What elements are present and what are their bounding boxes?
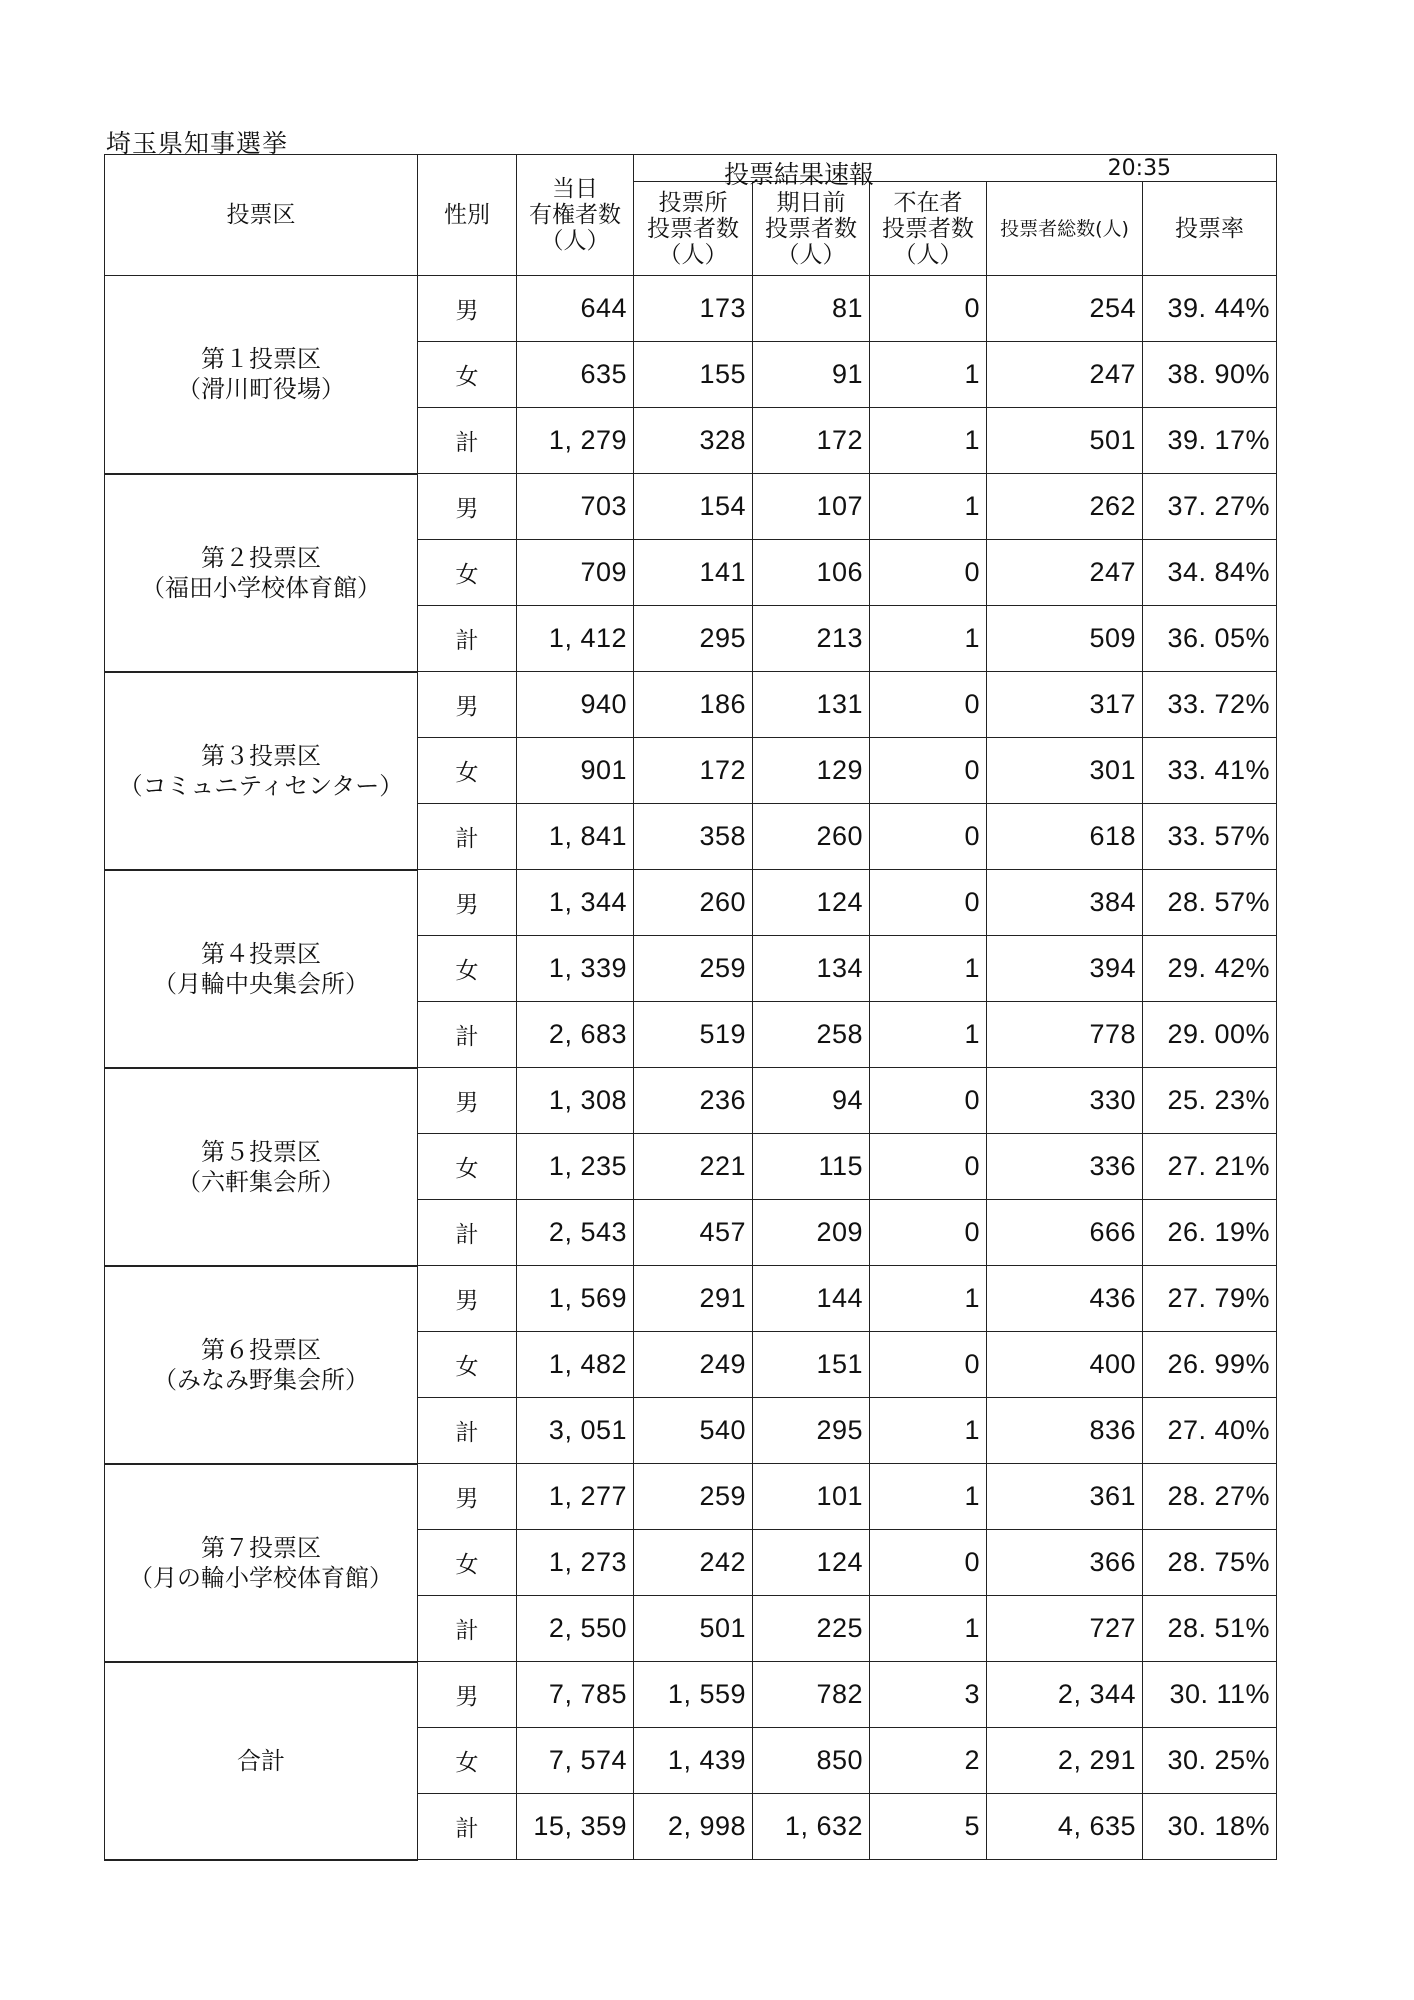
total-cell: 254 <box>987 276 1143 342</box>
header-absentee-line2: 投票者数 <box>882 215 974 242</box>
absentee-cell: 1 <box>870 1464 987 1530</box>
absentee-cell: 0 <box>870 1068 987 1134</box>
total-cell: 247 <box>987 540 1143 606</box>
early-cell: 124 <box>753 870 870 936</box>
total-cell: 2, 344 <box>987 1662 1143 1728</box>
rate-cell: 36. 05% <box>1143 606 1277 672</box>
total-cell: 301 <box>987 738 1143 804</box>
polls-cell: 141 <box>634 540 753 606</box>
absentee-cell: 3 <box>870 1662 987 1728</box>
eligible-cell: 3, 051 <box>517 1398 634 1464</box>
header-turnout-label: 投票率 <box>1175 215 1245 242</box>
polls-cell: 291 <box>634 1266 753 1332</box>
total-cell: 836 <box>987 1398 1143 1464</box>
polls-cell: 236 <box>634 1068 753 1134</box>
absentee-cell: 1 <box>870 1002 987 1068</box>
polls-cell: 501 <box>634 1596 753 1662</box>
sex-cell: 計 <box>418 1596 517 1662</box>
eligible-cell: 1, 235 <box>517 1134 634 1200</box>
eligible-cell: 2, 683 <box>517 1002 634 1068</box>
district-place: （月輪中央集会所） <box>153 969 369 998</box>
district-cell <box>105 276 418 474</box>
header-row-top <box>105 155 1277 182</box>
district-name: 第７投票区 <box>201 1533 321 1562</box>
polls-cell: 259 <box>634 936 753 1002</box>
district-place: （コミュニティセンター） <box>118 771 404 800</box>
early-cell: 1, 632 <box>753 1794 870 1860</box>
early-cell: 101 <box>753 1464 870 1530</box>
rate-cell: 30. 25% <box>1143 1728 1277 1794</box>
polls-cell: 295 <box>634 606 753 672</box>
sex-cell: 男 <box>418 672 517 738</box>
absentee-cell: 0 <box>870 870 987 936</box>
polls-cell: 457 <box>634 1200 753 1266</box>
district-name: 第５投票区 <box>201 1137 321 1166</box>
early-cell: 129 <box>753 738 870 804</box>
table-row <box>105 870 1277 936</box>
rate-cell: 28. 51% <box>1143 1596 1277 1662</box>
early-cell: 134 <box>753 936 870 1002</box>
header-polls-line1: 投票所 <box>658 189 728 216</box>
sex-cell: 女 <box>418 1728 517 1794</box>
total-cell: 4, 635 <box>987 1794 1143 1860</box>
rate-cell: 30. 18% <box>1143 1794 1277 1860</box>
header-turnout <box>1143 182 1277 276</box>
table-row <box>105 1662 1277 1728</box>
rate-cell: 28. 57% <box>1143 870 1277 936</box>
header-district-label: 投票区 <box>226 202 296 228</box>
early-cell: 124 <box>753 1530 870 1596</box>
polls-cell: 242 <box>634 1530 753 1596</box>
rate-cell: 29. 00% <box>1143 1002 1277 1068</box>
district-name: 第２投票区 <box>201 543 321 572</box>
district-name: 第３投票区 <box>201 741 321 770</box>
total-cell: 384 <box>987 870 1143 936</box>
header-early-line3: （人） <box>776 241 846 268</box>
eligible-cell: 1, 339 <box>517 936 634 1002</box>
absentee-cell: 1 <box>870 1398 987 1464</box>
rate-cell: 27. 40% <box>1143 1398 1277 1464</box>
absentee-cell: 0 <box>870 540 987 606</box>
absentee-cell: 1 <box>870 936 987 1002</box>
sex-cell: 計 <box>418 804 517 870</box>
rate-cell: 30. 11% <box>1143 1662 1277 1728</box>
header-absentee <box>870 182 987 276</box>
polls-cell: 358 <box>634 804 753 870</box>
eligible-cell: 709 <box>517 540 634 606</box>
total-cell: 330 <box>987 1068 1143 1134</box>
total-cell: 778 <box>987 1002 1143 1068</box>
sex-cell: 女 <box>418 738 517 804</box>
total-cell: 361 <box>987 1464 1143 1530</box>
early-cell: 107 <box>753 474 870 540</box>
header-banner <box>634 155 1277 189</box>
polls-cell: 328 <box>634 408 753 474</box>
rate-cell: 39. 17% <box>1143 408 1277 474</box>
early-cell: 94 <box>753 1068 870 1134</box>
absentee-cell: 0 <box>870 1332 987 1398</box>
sex-cell: 男 <box>418 474 517 540</box>
polls-cell: 540 <box>634 1398 753 1464</box>
absentee-cell: 0 <box>870 1134 987 1200</box>
eligible-cell: 644 <box>517 276 634 342</box>
sex-cell: 計 <box>418 1398 517 1464</box>
total-cell: 2, 291 <box>987 1728 1143 1794</box>
header-early-line2: 投票者数 <box>765 215 857 242</box>
total-cell: 317 <box>987 672 1143 738</box>
sex-cell: 男 <box>418 1068 517 1134</box>
early-cell: 131 <box>753 672 870 738</box>
absentee-cell: 2 <box>870 1728 987 1794</box>
early-cell: 258 <box>753 1002 870 1068</box>
total-cell: 400 <box>987 1332 1143 1398</box>
absentee-cell: 1 <box>870 1266 987 1332</box>
eligible-cell: 1, 273 <box>517 1530 634 1596</box>
eligible-cell: 1, 482 <box>517 1332 634 1398</box>
district-name: 第１投票区 <box>201 345 321 374</box>
table-row <box>105 276 1277 342</box>
sex-cell: 男 <box>418 1464 517 1530</box>
rate-cell: 26. 19% <box>1143 1200 1277 1266</box>
polls-cell: 249 <box>634 1332 753 1398</box>
absentee-cell: 0 <box>870 738 987 804</box>
polls-cell: 221 <box>634 1134 753 1200</box>
total-cell: 666 <box>987 1200 1143 1266</box>
sex-cell: 計 <box>418 408 517 474</box>
polls-cell: 1, 439 <box>634 1728 753 1794</box>
rate-cell: 25. 23% <box>1143 1068 1277 1134</box>
sex-cell: 計 <box>418 1002 517 1068</box>
early-cell: 213 <box>753 606 870 672</box>
table-row <box>105 474 1277 540</box>
sex-cell: 女 <box>418 1530 517 1596</box>
polls-cell: 154 <box>634 474 753 540</box>
header-polls-line3: （人） <box>658 241 728 268</box>
rate-cell: 33. 57% <box>1143 804 1277 870</box>
total-cell: 727 <box>987 1596 1143 1662</box>
district-cell <box>105 1068 418 1266</box>
absentee-cell: 5 <box>870 1794 987 1860</box>
header-absentee-line3: （人） <box>893 241 963 268</box>
header-absentee-line1: 不在者 <box>893 189 963 216</box>
absentee-cell: 1 <box>870 606 987 672</box>
polls-cell: 1, 559 <box>634 1662 753 1728</box>
sex-cell: 女 <box>418 540 517 606</box>
header-eligible <box>517 155 634 276</box>
banner-label: 投票結果速報 <box>724 160 875 189</box>
header-sex <box>418 155 517 276</box>
document-title: 埼玉県知事選挙 <box>106 129 289 158</box>
rate-cell: 28. 27% <box>1143 1464 1277 1530</box>
polls-cell: 173 <box>634 276 753 342</box>
header-sex-label: 性別 <box>444 202 490 228</box>
polls-cell: 260 <box>634 870 753 936</box>
rate-cell: 27. 79% <box>1143 1266 1277 1332</box>
table-body <box>105 276 1277 1860</box>
total-cell: 501 <box>987 408 1143 474</box>
polls-cell: 519 <box>634 1002 753 1068</box>
district-place: （月の輪小学校体育館） <box>129 1563 393 1592</box>
district-place: （滑川町役場） <box>177 375 345 404</box>
eligible-cell: 901 <box>517 738 634 804</box>
table-header <box>105 155 1277 276</box>
rate-cell: 37. 27% <box>1143 474 1277 540</box>
district-name: 第４投票区 <box>201 939 321 968</box>
absentee-cell: 1 <box>870 342 987 408</box>
header-total-voters-label: 投票者総数(人) <box>1000 217 1129 240</box>
district-cell <box>105 870 418 1068</box>
header-district <box>105 155 418 276</box>
sex-cell: 女 <box>418 1332 517 1398</box>
table-row <box>105 1068 1277 1134</box>
district-name: 合計 <box>237 1746 285 1775</box>
rate-cell: 33. 72% <box>1143 672 1277 738</box>
district-place: （六軒集会所） <box>177 1167 345 1196</box>
sex-cell: 男 <box>418 870 517 936</box>
eligible-cell: 15, 359 <box>517 1794 634 1860</box>
polls-cell: 259 <box>634 1464 753 1530</box>
sex-cell: 計 <box>418 1200 517 1266</box>
absentee-cell: 1 <box>870 1596 987 1662</box>
polls-cell: 2, 998 <box>634 1794 753 1860</box>
total-cell: 336 <box>987 1134 1143 1200</box>
total-cell: 366 <box>987 1530 1143 1596</box>
eligible-cell: 1, 279 <box>517 408 634 474</box>
eligible-cell: 7, 574 <box>517 1728 634 1794</box>
eligible-cell: 940 <box>517 672 634 738</box>
rate-cell: 27. 21% <box>1143 1134 1277 1200</box>
eligible-cell: 1, 569 <box>517 1266 634 1332</box>
district-cell <box>105 1464 418 1662</box>
district-cell <box>105 672 418 870</box>
results-table <box>104 154 1277 1861</box>
header-eligible-line3: （人） <box>540 228 610 254</box>
early-cell: 850 <box>753 1728 870 1794</box>
absentee-cell: 0 <box>870 276 987 342</box>
total-cell: 394 <box>987 936 1143 1002</box>
table-row <box>105 1266 1277 1332</box>
district-place: （みなみ野集会所） <box>153 1365 369 1394</box>
sex-cell: 計 <box>418 606 517 672</box>
absentee-cell: 0 <box>870 804 987 870</box>
eligible-cell: 1, 412 <box>517 606 634 672</box>
total-cell: 509 <box>987 606 1143 672</box>
header-early-line1: 期日前 <box>776 189 846 216</box>
polls-cell: 186 <box>634 672 753 738</box>
polls-cell: 155 <box>634 342 753 408</box>
sex-cell: 男 <box>418 276 517 342</box>
banner-time: 20:35 <box>1107 156 1172 181</box>
sex-cell: 計 <box>418 1794 517 1860</box>
early-cell: 115 <box>753 1134 870 1200</box>
absentee-cell: 1 <box>870 474 987 540</box>
district-cell <box>105 474 418 672</box>
early-cell: 144 <box>753 1266 870 1332</box>
early-cell: 106 <box>753 540 870 606</box>
absentee-cell: 0 <box>870 1530 987 1596</box>
rate-cell: 28. 75% <box>1143 1530 1277 1596</box>
rate-cell: 26. 99% <box>1143 1332 1277 1398</box>
sex-cell: 女 <box>418 1134 517 1200</box>
absentee-cell: 0 <box>870 672 987 738</box>
eligible-cell: 635 <box>517 342 634 408</box>
district-name: 第６投票区 <box>201 1335 321 1364</box>
table-row <box>105 1464 1277 1530</box>
eligible-cell: 1, 841 <box>517 804 634 870</box>
total-cell: 262 <box>987 474 1143 540</box>
table-row <box>105 672 1277 738</box>
eligible-cell: 2, 543 <box>517 1200 634 1266</box>
total-cell: 436 <box>987 1266 1143 1332</box>
district-cell <box>105 1266 418 1464</box>
early-cell: 260 <box>753 804 870 870</box>
eligible-cell: 1, 344 <box>517 870 634 936</box>
early-cell: 295 <box>753 1398 870 1464</box>
sex-cell: 女 <box>418 342 517 408</box>
rate-cell: 38. 90% <box>1143 342 1277 408</box>
early-cell: 209 <box>753 1200 870 1266</box>
absentee-cell: 0 <box>870 1200 987 1266</box>
district-place: （福田小学校体育館） <box>141 573 381 602</box>
absentee-cell: 1 <box>870 408 987 474</box>
header-polls <box>634 182 753 276</box>
header-eligible-line1: 当日 <box>552 176 598 202</box>
header-total-voters <box>987 182 1143 276</box>
eligible-cell: 1, 308 <box>517 1068 634 1134</box>
early-cell: 91 <box>753 342 870 408</box>
early-cell: 225 <box>753 1596 870 1662</box>
polls-cell: 172 <box>634 738 753 804</box>
rate-cell: 39. 44% <box>1143 276 1277 342</box>
header-early <box>753 182 870 276</box>
district-cell <box>105 1662 418 1860</box>
early-cell: 172 <box>753 408 870 474</box>
eligible-cell: 7, 785 <box>517 1662 634 1728</box>
early-cell: 81 <box>753 276 870 342</box>
eligible-cell: 1, 277 <box>517 1464 634 1530</box>
rate-cell: 33. 41% <box>1143 738 1277 804</box>
header-polls-line2: 投票者数 <box>647 215 739 242</box>
rate-cell: 29. 42% <box>1143 936 1277 1002</box>
sex-cell: 男 <box>418 1266 517 1332</box>
sex-cell: 女 <box>418 936 517 1002</box>
total-cell: 618 <box>987 804 1143 870</box>
sex-cell: 男 <box>418 1662 517 1728</box>
early-cell: 151 <box>753 1332 870 1398</box>
early-cell: 782 <box>753 1662 870 1728</box>
rate-cell: 34. 84% <box>1143 540 1277 606</box>
eligible-cell: 703 <box>517 474 634 540</box>
total-cell: 247 <box>987 342 1143 408</box>
eligible-cell: 2, 550 <box>517 1596 634 1662</box>
header-eligible-line2: 有権者数 <box>529 202 621 228</box>
